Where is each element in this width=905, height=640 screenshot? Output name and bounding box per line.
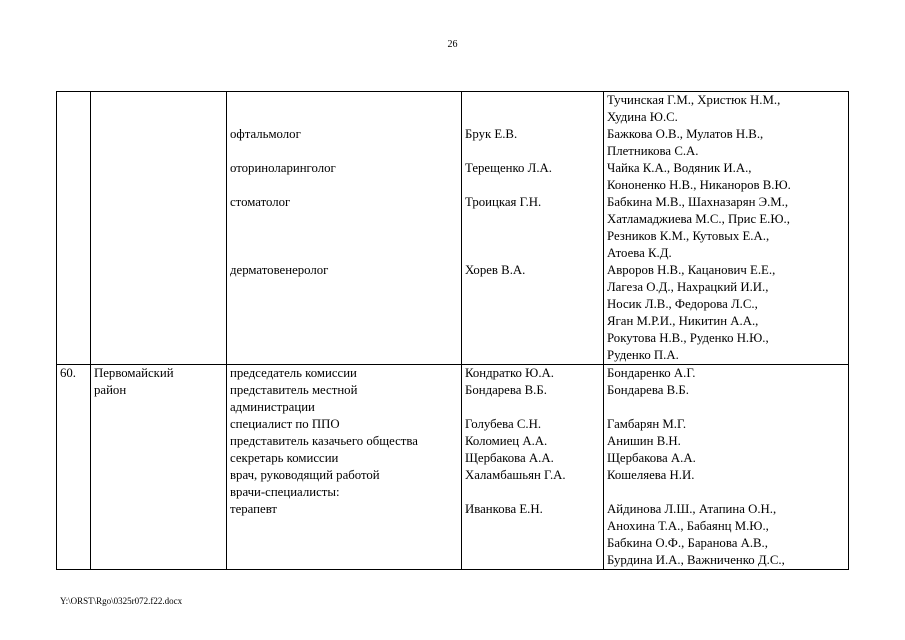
- members-line: Бондаренко А.Г.: [607, 366, 696, 380]
- person-line: Иванкова Е.Н.: [465, 502, 543, 516]
- commission-table: [56, 91, 849, 570]
- members-line: Чайка К.А., Водяник И.А.,: [607, 161, 752, 175]
- role-line: [230, 143, 458, 160]
- footer-file-path: Y:\ORST\Rgo\0325r072.f22.docx: [60, 596, 183, 606]
- person-line: Терещенко Л.А.: [465, 161, 552, 175]
- role-line: представитель местной: [230, 383, 358, 397]
- person-line: [465, 92, 600, 109]
- person-line: Брук Е.В.: [465, 127, 518, 141]
- role-cell: [227, 365, 462, 570]
- person-line: [465, 484, 600, 501]
- members-line: Анохина Т.А., Бабаянц М.Ю.,: [607, 519, 769, 533]
- role-line: [230, 228, 458, 245]
- members-line: [607, 399, 845, 416]
- person-line: Троицкая Г.Н.: [465, 195, 542, 209]
- role-line: [230, 245, 458, 262]
- members-line: Бабкина М.В., Шахназарян Э.М.,: [607, 195, 789, 209]
- role-line: оториноларинголог: [230, 161, 336, 175]
- role-cell: [227, 92, 462, 365]
- person-line: Щербакова А.А.: [465, 451, 554, 465]
- role-line: представитель казачьего общества: [230, 434, 418, 448]
- table-row: [57, 365, 849, 570]
- role-line: специалист по ППО: [230, 417, 340, 431]
- members-line: Яган М.Р.И., Никитин А.А.,: [607, 314, 759, 328]
- members-line: Бажкова О.В., Мулатов Н.В.,: [607, 127, 764, 141]
- person-line: Халамбашьян Г.А.: [465, 468, 566, 482]
- person-cell: [462, 92, 604, 365]
- person-line: Коломиец А.А.: [465, 434, 548, 448]
- role-line: врач, руководящий работой: [230, 468, 380, 482]
- role-line: офтальмолог: [230, 127, 301, 141]
- role-line: [230, 177, 458, 194]
- person-line: Бондарева В.Б.: [465, 383, 547, 397]
- row-number-cell: [57, 92, 91, 365]
- role-line: врачи-специалисты:: [230, 485, 340, 499]
- members-line: Резников К.М., Кутовых Е.А.,: [607, 229, 770, 243]
- district-cell: [91, 365, 227, 570]
- members-line: Бурдина И.А., Важниченко Д.С.,: [607, 553, 785, 567]
- members-line: [607, 484, 845, 501]
- person-cell: [462, 365, 604, 570]
- person-line: Голубева С.Н.: [465, 417, 542, 431]
- members-line: Гамбарян М.Г.: [607, 417, 687, 431]
- person-line: [465, 109, 600, 126]
- table-row: [57, 92, 849, 365]
- members-line: Кононенко Н.В., Никаноров В.Ю.: [607, 178, 791, 192]
- role-line: [230, 211, 458, 228]
- district-line: Первомайский: [94, 366, 174, 380]
- members-line: Анишин В.Н.: [607, 434, 681, 448]
- role-line: дерматовенеролог: [230, 263, 329, 277]
- role-line: секретарь комиссии: [230, 451, 339, 465]
- row-number-cell: [57, 365, 91, 570]
- members-line: Руденко П.А.: [607, 348, 679, 362]
- person-line: Хорев В.А.: [465, 263, 526, 277]
- commission-table-body: [57, 92, 849, 570]
- person-line: [465, 143, 600, 160]
- members-cell: [604, 92, 849, 365]
- district-cell: [91, 92, 227, 365]
- members-line: Носик Л.В., Федорова Л.С.,: [607, 297, 758, 311]
- page-number: 26: [447, 39, 458, 50]
- members-line: Тучинская Г.М., Христюк Н.М.,: [607, 93, 781, 107]
- members-line: Лагеза О.Д., Нахрацкий И.И.,: [607, 280, 769, 294]
- members-line: Щербакова А.А.: [607, 451, 696, 465]
- person-line: Кондратко Ю.А.: [465, 366, 554, 380]
- members-line: Атоева К.Д.: [607, 246, 672, 260]
- members-line: Плетникова С.А.: [607, 144, 699, 158]
- members-line: Бабкина О.Ф., Баранова А.В.,: [607, 536, 768, 550]
- members-line: Худина Ю.С.: [607, 110, 678, 124]
- members-line: Айдинова Л.Ш., Атапина О.Н.,: [607, 502, 777, 516]
- members-cell: [604, 365, 849, 570]
- role-line: администрации: [230, 400, 315, 414]
- person-line: [465, 228, 600, 245]
- members-line: Авроров Н.В., Кацанович Е.Е.,: [607, 263, 776, 277]
- members-line: Хатламаджиева М.С., Прис Е.Ю.,: [607, 212, 790, 226]
- person-line: [465, 211, 600, 228]
- role-line: [230, 92, 458, 109]
- members-line: Рокутова Н.В., Руденко Н.Ю.,: [607, 331, 769, 345]
- person-line: [465, 177, 600, 194]
- district-line: район: [94, 383, 127, 397]
- members-line: Бондарева В.Б.: [607, 383, 689, 397]
- role-line: [230, 109, 458, 126]
- person-line: [465, 245, 600, 262]
- row-number-text: [60, 92, 87, 109]
- role-line: терапевт: [230, 502, 278, 516]
- row-number-text: 60.: [60, 366, 76, 380]
- role-line: председатель комиссии: [230, 366, 357, 380]
- person-line: [465, 399, 600, 416]
- role-line: стоматолог: [230, 195, 291, 209]
- members-line: Кошеляева Н.И.: [607, 468, 695, 482]
